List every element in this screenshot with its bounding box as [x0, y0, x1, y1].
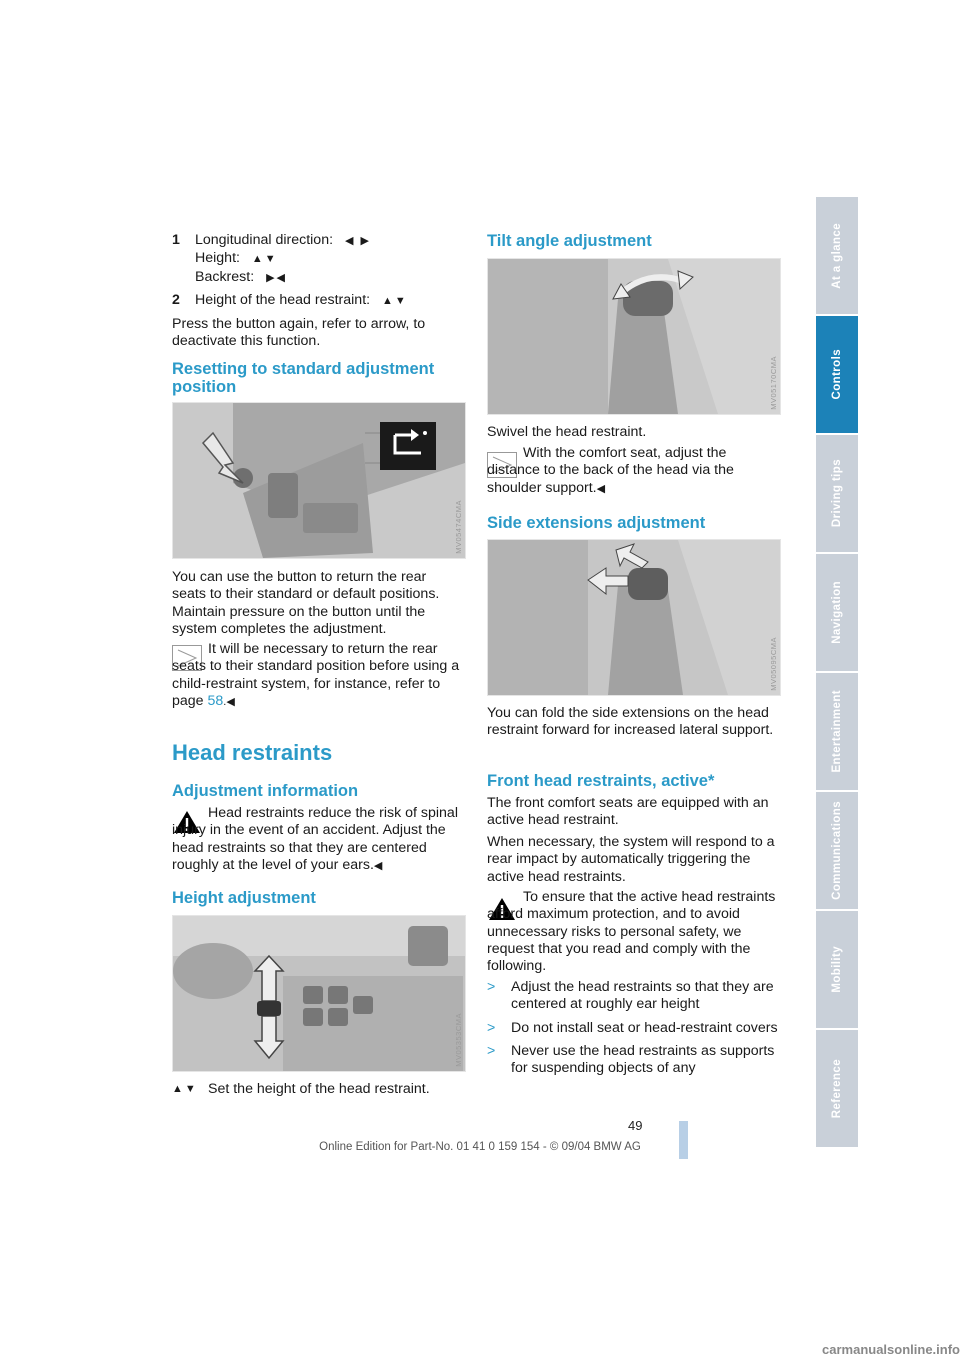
edition-footer: Online Edition for Part-No. 01 41 0 159 154 - © 09/04 BMW AG — [319, 1141, 641, 1153]
tilt-heading: Tilt angle adjustment — [487, 232, 652, 250]
photo-code: MV05170CMA — [769, 356, 778, 410]
page-marker-bar — [679, 1121, 688, 1159]
tab-entertainment[interactable]: Entertainment — [816, 673, 858, 792]
front-active-warning: To ensure that the active head restraints afford maximum protection, and to avoid unnecessary risks to personal safety, we request that you read and comply with the following. — [487, 889, 776, 975]
side-extensions-illustration — [488, 540, 780, 695]
tab-navigation[interactable]: Navigation — [816, 554, 858, 673]
head-restraints-heading: Head restraints — [172, 740, 333, 765]
height-adjustment-heading: Height adjustment — [172, 889, 316, 907]
tab-mobility[interactable]: Mobility — [816, 911, 858, 1030]
tab-at-a-glance[interactable]: At a glance — [816, 197, 858, 316]
photo-code: MV05353CMA — [454, 1013, 463, 1067]
up-down-arrows-icon: ▲▼ — [382, 294, 408, 307]
list-item: > Never use the head restraints as supports for suspending objects of any — [487, 1042, 775, 1077]
list-row: Backrest: ▶◀ — [195, 269, 371, 287]
backrest-arrows-icon: ▶◀ — [266, 271, 288, 284]
height-caption: ▲▼ Set the height of the head restraint. — [172, 1081, 430, 1097]
front-active-heading: Front head restraints, active* — [487, 772, 715, 790]
up-down-arrows-icon: ▲▼ — [251, 253, 278, 266]
list-item: > Do not install seat or head-restraint covers — [487, 1019, 778, 1036]
list-item-1: 1 Longitudinal direction: ◀ ▶ Height: ▲▼ Backrest: ▶◀ — [172, 232, 472, 287]
reset-button-photo — [172, 402, 466, 559]
tab-controls[interactable]: Controls — [816, 316, 858, 435]
photo-code: MV05474CMA — [454, 500, 463, 554]
side-extensions-heading: Side extensions adjustment — [487, 514, 706, 532]
tab-communications[interactable]: Communications — [816, 792, 858, 911]
head-restraint-warning: Head restraints reduce the risk of spinal injury in the event of an accident. Adjust the head restraints so that they are centered roughly at the level of your ears.◀ — [172, 805, 458, 873]
tab-reference[interactable]: Reference — [816, 1030, 858, 1149]
tilt-photo — [487, 258, 781, 415]
resetting-heading: Resetting to standard adjustment position — [172, 360, 435, 396]
front-active-bullets — [487, 979, 779, 1083]
page-number: 49 — [628, 1118, 643, 1133]
tilt-note: With the comfort seat, adjust the distance to the back of the head via the shoulder support.◀ — [487, 445, 734, 496]
site-watermark: carmanualsonline.info — [822, 1342, 960, 1357]
left-right-arrows-icon: ◀ ▶ — [344, 235, 371, 247]
adjustment-list — [172, 232, 472, 351]
photo-code: MV05095CMA — [769, 637, 778, 691]
press-text: Press the button again, refer to arrow, to deactivate this function. — [172, 316, 426, 350]
side-extensions-photo — [487, 539, 781, 696]
list-row: Height: ▲▼ — [195, 250, 371, 268]
page-link[interactable]: 58 — [207, 692, 224, 709]
list-item-2: 2 Height of the head restraint: ▲▼ — [172, 292, 472, 310]
front-active-p2: When necessary, the system will respond to a rear impact by automatically triggering the active head restraints. — [487, 834, 775, 885]
head-restraint-tilt-illustration — [488, 259, 780, 414]
tab-driving-tips[interactable]: Driving tips — [816, 435, 858, 554]
tilt-text: Swivel the head restraint. — [487, 424, 647, 440]
up-down-arrows-icon: ▲▼ — [172, 1083, 198, 1095]
resetting-note: It will be necessary to return the rear seats to their standard position before using a child-restraint system, for instance, refer to page 58.◀ — [172, 641, 460, 709]
seat-controls-illustration — [173, 916, 465, 1071]
side-extensions-text: You can fold the side extensions on the head restraint forward for increased lateral support. — [487, 705, 774, 739]
list-item: > Adjust the head restraints so that they are centered at roughly ear height — [487, 979, 774, 1013]
adjustment-info-heading: Adjustment information — [172, 782, 359, 800]
list-row: Longitudinal direction: ◀ ▶ — [195, 232, 371, 250]
front-active-p1: The front comfort seats are equipped with an active head restraint. — [487, 795, 769, 829]
height-adjustment-photo — [172, 915, 466, 1072]
resetting-body: You can use the button to return the rear seats to their standard or default positions. Maintain pressure on the button until the system completes the adjustment. — [172, 569, 440, 637]
rear-seat-console-illustration — [173, 403, 465, 558]
